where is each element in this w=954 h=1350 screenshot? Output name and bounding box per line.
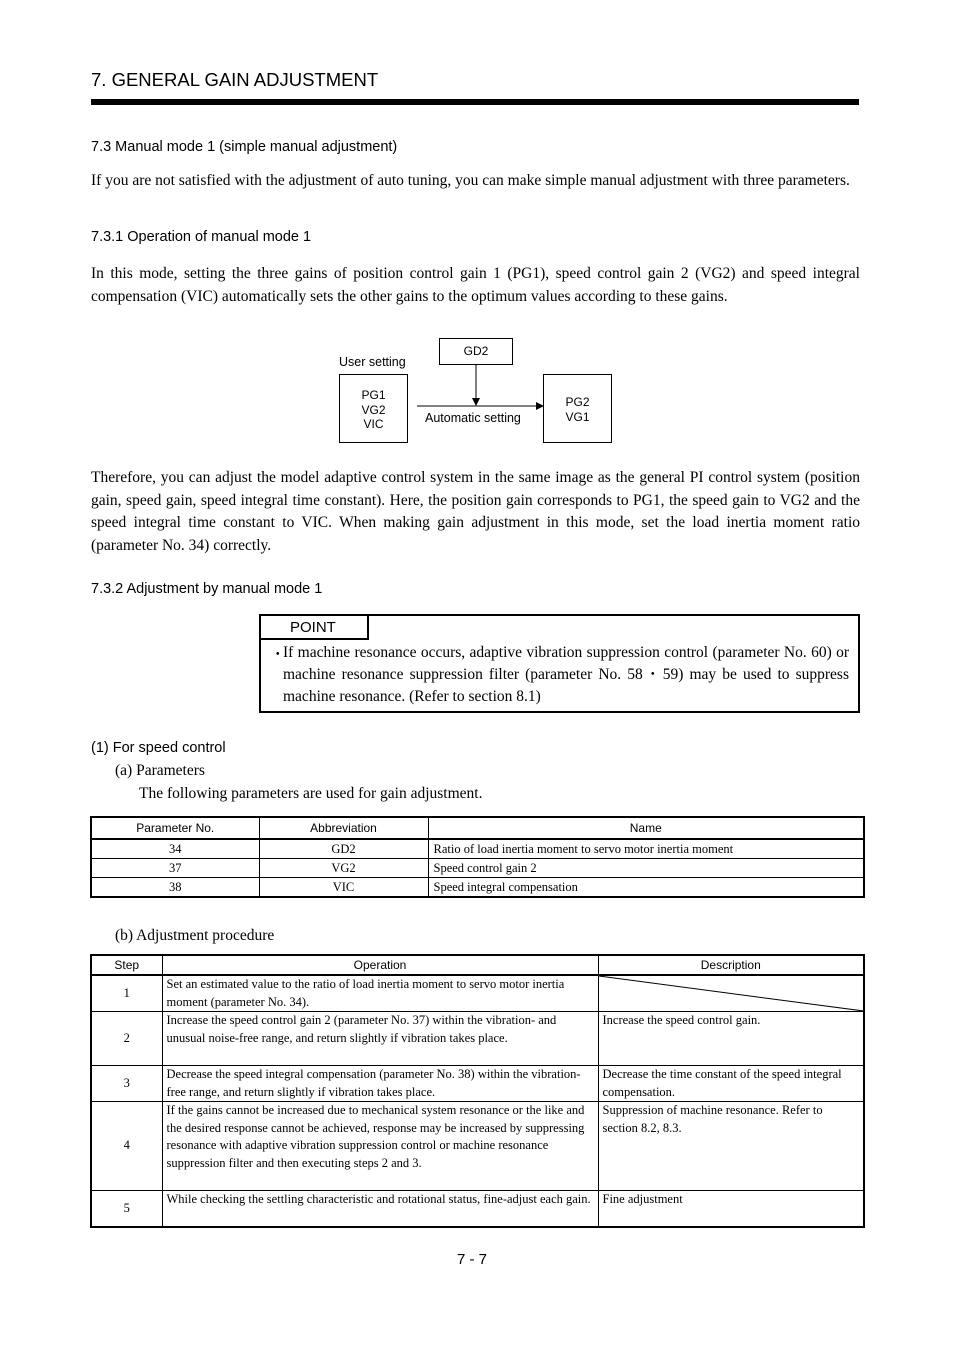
table-cell: 4 [91, 1102, 162, 1191]
table-row [91, 1066, 864, 1102]
user-gain-vg2: VG2 [361, 402, 386, 417]
parameters-heading: (a) Parameters [115, 762, 205, 779]
column-header: Parameter No. [91, 817, 259, 839]
after-diagram-paragraph: Therefore, you can adjust the model adaptive control system in the same image as the general PI control system (position gain, speed gain, speed integral time constant). Here, the position gain corresponds to PG1, the speed gain to VG2 and the speed integral time constant to VIC. When making gain adjustment in this mode, set the load inertia moment ratio (parameter No. 34) correctly. [91, 469, 860, 554]
table-row [91, 878, 864, 898]
table-row [91, 1191, 864, 1227]
procedure-heading: (b) Adjustment procedure [115, 927, 275, 944]
table-cell: 1 [91, 975, 162, 1012]
section-title: 7.3 Manual mode 1 (simple manual adjustment) [91, 139, 398, 155]
user-gain-box [339, 374, 408, 443]
table-cell: 37 [91, 859, 259, 878]
table-row [91, 1102, 864, 1191]
table-cell: Fine adjustment [598, 1191, 864, 1227]
chapter-title: 7. GENERAL GAIN ADJUSTMENT [91, 69, 379, 90]
table-cell: If the gains cannot be increased due to mechanical system resonance or the like and the desired response cannot be achieved, response may be increased by suppressing resonance with adaptive vibration suppression control or machine resonance suppression filter and then executing steps 2 and 3. [162, 1102, 598, 1191]
auto-gain-pg2: PG2 [565, 395, 590, 409]
procedure-table [90, 954, 865, 1228]
section-intro: If you are not satisfied with the adjustment of auto tuning, you can make simple manual adjustment with three parameters. [91, 172, 850, 189]
automatic-setting-label: Automatic setting [425, 411, 521, 425]
table-cell: 34 [91, 839, 259, 859]
user-setting-label: User setting [339, 355, 406, 369]
auto-gain-vg1: VG1 [565, 409, 590, 424]
user-gain-pg1: PG1 [361, 388, 386, 402]
column-header: Description [598, 955, 864, 975]
table-header-row [91, 955, 864, 975]
point-text: If machine resonance occurs, adaptive vibration suppression control (parameter No. 60) or machine resonance suppression filter (parameter No. 58・59) may be used to suppress machine resonance. (Refer to section 8.1) [283, 644, 849, 705]
table-cell: VIC [259, 878, 428, 898]
point-bullet: ・ [270, 646, 286, 663]
table-cell: 3 [91, 1066, 162, 1102]
table-cell: Set an estimated value to the ratio of load inertia moment to servo motor inertia moment (parameter No. 34). [162, 975, 598, 1012]
page-number: 7 - 7 [457, 1251, 488, 1268]
column-header: Name [428, 817, 864, 839]
table-cell: Speed integral compensation [428, 878, 864, 898]
table-row [91, 839, 864, 859]
table-row [91, 859, 864, 878]
table-cell: Increase the speed control gain 2 (parameter No. 37) within the vibration- and unusual noise-free range, and return slightly if vibration takes place. [162, 1012, 598, 1066]
table-cell: 2 [91, 1012, 162, 1066]
point-label: POINT [290, 619, 336, 636]
table-cell: VG2 [259, 859, 428, 878]
column-header: Operation [162, 955, 598, 975]
table-cell: Increase the speed control gain. [598, 1012, 864, 1066]
subsection2-title: 7.3.2 Adjustment by manual mode 1 [91, 581, 323, 597]
parameter-table [90, 816, 865, 898]
table-header-row [91, 817, 864, 839]
table-cell: Decrease the speed integral compensation (parameter No. 38) within the vibration-free range, and return slightly if vibration takes place. [162, 1066, 598, 1102]
setting-arrow-head [536, 402, 544, 410]
gd2-box: GD2 [439, 338, 513, 365]
table-cell: 38 [91, 878, 259, 898]
table-cell: 5 [91, 1191, 162, 1227]
column-header: Abbreviation [259, 817, 428, 839]
speed-control-title: (1) For speed control [91, 740, 226, 756]
table-cell: GD2 [259, 839, 428, 859]
chapter-rule [91, 99, 859, 105]
table-cell: Speed control gain 2 [428, 859, 864, 878]
gd2-arrow-head [472, 398, 480, 406]
table-cell-empty [598, 975, 864, 1012]
auto-gain-box [543, 374, 612, 443]
table-row [91, 1012, 864, 1066]
parameters-intro: The following parameters are used for gain adjustment. [139, 785, 483, 802]
table-cell: Suppression of machine resonance. Refer to section 8.2, 8.3. [598, 1102, 864, 1191]
table-cell: Decrease the time constant of the speed integral compensation. [598, 1066, 864, 1102]
table-cell: Ratio of load inertia moment to servo motor inertia moment [428, 839, 864, 859]
column-header: Step [91, 955, 162, 975]
diagonal-slash [599, 976, 864, 1011]
table-row [91, 975, 864, 1012]
subsection1-title: 7.3.1 Operation of manual mode 1 [91, 229, 312, 245]
user-gain-vic: VIC [363, 417, 384, 431]
subsection1-paragraph: In this mode, setting the three gains of position control gain 1 (PG1), speed control gain 2 (VG2) and speed integral compensation (VIC) automatically sets the other gains to the optimum values according to these gains. [91, 265, 860, 305]
table-cell: While checking the settling characteristic and rotational status, fine-adjust each gain. [162, 1191, 598, 1227]
